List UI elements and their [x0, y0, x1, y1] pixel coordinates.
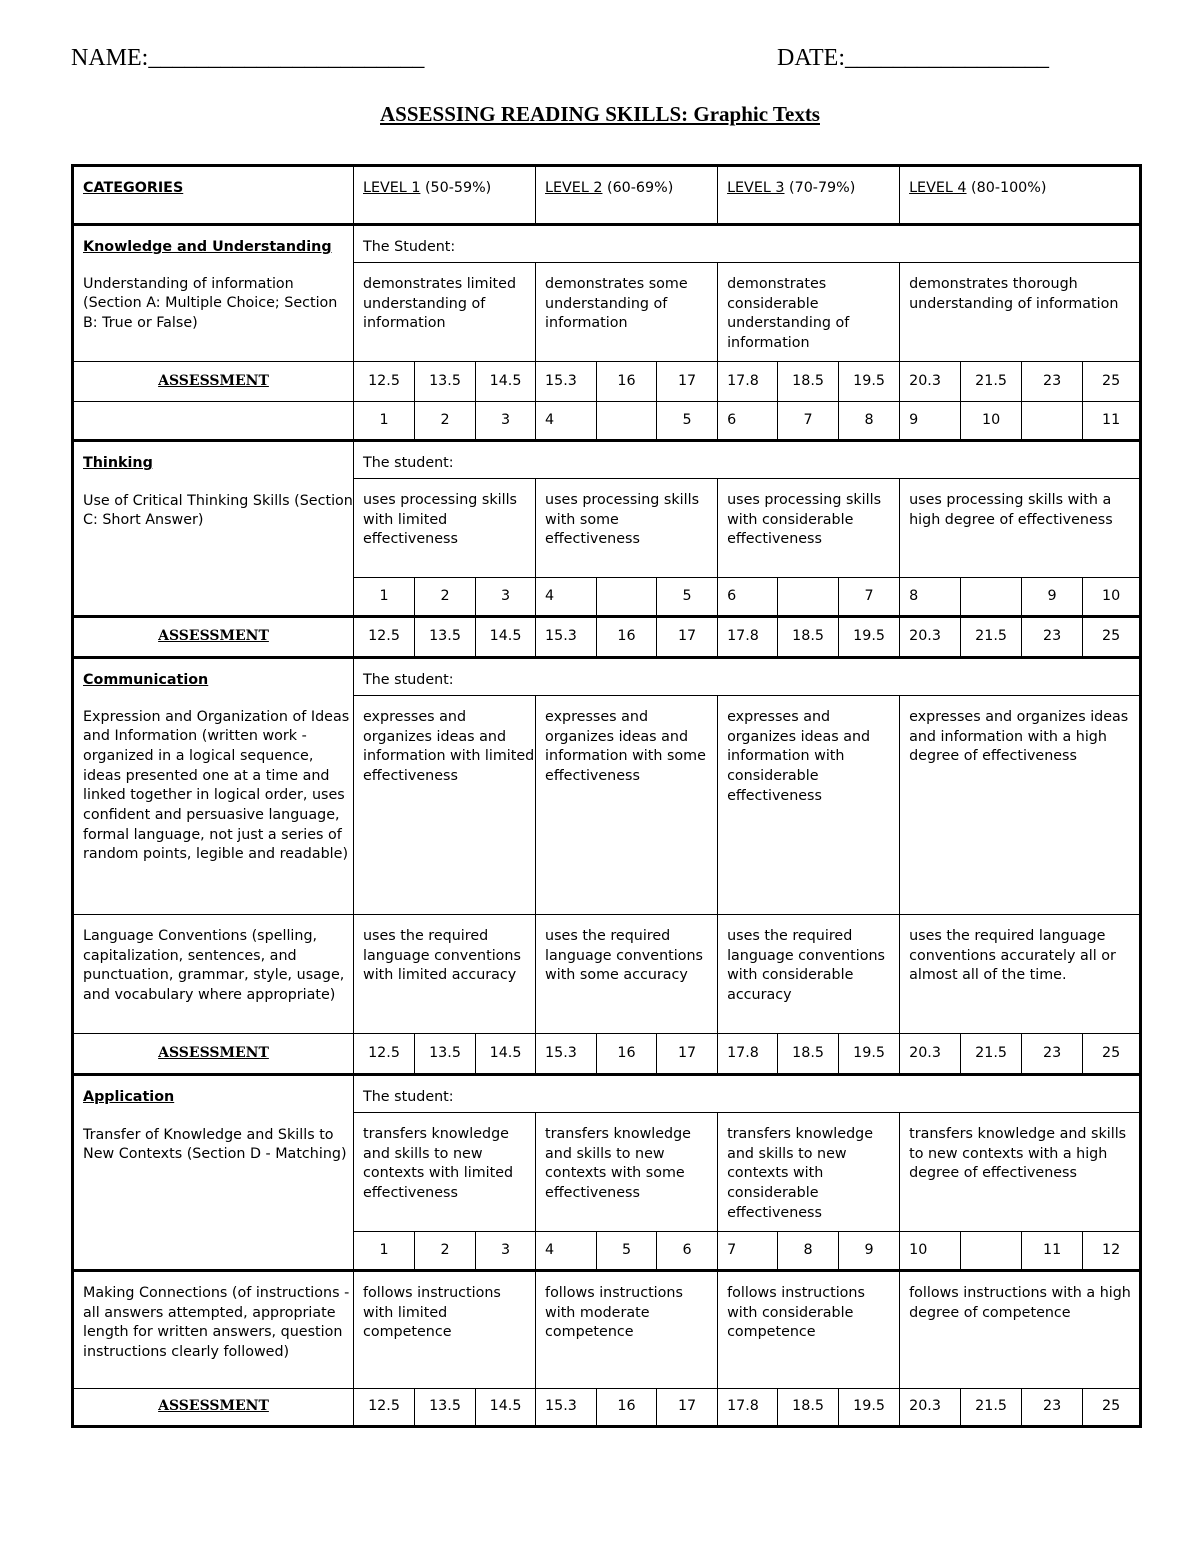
- assessment-score-cell: 12.5: [354, 1389, 415, 1427]
- communication-2-level-3-descriptor: uses the required language conventions with considerable accuracy: [718, 915, 900, 1034]
- assessment-score-cell: 13.5: [415, 1389, 476, 1427]
- mark-cell: 6: [718, 402, 778, 441]
- application-assessment-row: [73, 1389, 1141, 1427]
- mark-cell: 8: [900, 578, 961, 617]
- assessment-score-cell: 17: [657, 1034, 718, 1075]
- mark-cell: 4: [536, 1232, 597, 1271]
- assessment-score-cell: 15.3: [536, 1389, 597, 1427]
- level-4-header: LEVEL 4 (80-100%): [900, 166, 1141, 225]
- mark-cell: 10: [1083, 578, 1141, 617]
- mark-cell: 3: [476, 1232, 536, 1271]
- mark-cell: 8: [839, 402, 900, 441]
- assessment-score-cell: 23: [1022, 1389, 1083, 1427]
- knowledge-heading: Knowledge and Understanding: [73, 225, 354, 263]
- knowledge-assessment-row: [73, 362, 1141, 402]
- mark-cell: 2: [415, 578, 476, 617]
- mark-cell: 4: [536, 578, 597, 617]
- application-criterion-1: Transfer of Knowledge and Skills to New Contexts (Section D - Matching): [83, 1126, 347, 1163]
- communication-heading: Communication: [73, 658, 354, 696]
- assessment-score-cell: 19.5: [839, 617, 900, 658]
- application-assessment-label: ASSESSMENT: [73, 1389, 354, 1427]
- mark-cell: [597, 578, 657, 617]
- assessment-score-cell: 23: [1022, 617, 1083, 658]
- thinking-heading: Thinking: [83, 455, 153, 471]
- communication-1-level-3-descriptor: expresses and organizes ideas and information with considerable effectiveness: [718, 696, 900, 915]
- mark-cell: 2: [415, 402, 476, 441]
- mark-cell: [1022, 402, 1083, 441]
- application-2-level-2-descriptor: follows instructions with moderate competence: [536, 1271, 718, 1389]
- assessment-score-cell: 17.8: [718, 1389, 778, 1427]
- knowledge-assessment-label: ASSESSMENT: [73, 362, 354, 402]
- knowledge-student-row: [73, 225, 1141, 263]
- mark-cell: 2: [415, 1232, 476, 1271]
- communication-descriptor-row-2: [73, 915, 1141, 1034]
- mark-cell: 3: [476, 402, 536, 441]
- assessment-score-cell: 18.5: [778, 362, 839, 402]
- assessment-score-cell: 23: [1022, 1034, 1083, 1075]
- knowledge-level-4-descriptor: demonstrates thorough understanding of information: [900, 263, 1141, 362]
- mark-cell: 1: [354, 578, 415, 617]
- communication-2-level-1-descriptor: uses the required language conventions with limited accuracy: [354, 915, 536, 1034]
- thinking-criterion: Use of Critical Thinking Skills (Section C: Short Answer): [83, 492, 353, 529]
- assessment-score-cell: 14.5: [476, 1034, 536, 1075]
- assessment-score-cell: 13.5: [415, 362, 476, 402]
- application-heading: Application: [83, 1089, 175, 1105]
- mark-cell: 5: [597, 1232, 657, 1271]
- mark-cell: 6: [718, 578, 778, 617]
- assessment-score-cell: 17: [657, 1389, 718, 1427]
- thinking-the-student: The student:: [354, 441, 1141, 479]
- thinking-level-2-descriptor: uses processing skills with some effectiveness: [536, 479, 718, 578]
- assessment-score-cell: 19.5: [839, 362, 900, 402]
- assessment-score-cell: 21.5: [961, 617, 1022, 658]
- assessment-score-cell: 16: [597, 617, 657, 658]
- application-2-level-4-descriptor: follows instructions with a high degree of competence: [900, 1271, 1141, 1389]
- communication-descriptor-row-1: [73, 696, 1141, 915]
- assessment-score-cell: 14.5: [476, 1389, 536, 1427]
- mark-cell: 5: [657, 402, 718, 441]
- thinking-level-1-descriptor: uses processing skills with limited effectiveness: [354, 479, 536, 578]
- assessment-score-cell: 12.5: [354, 617, 415, 658]
- knowledge-level-2-descriptor: demonstrates some understanding of information: [536, 263, 718, 362]
- mark-cell: 9: [900, 402, 961, 441]
- assessment-score-cell: 20.3: [900, 1389, 961, 1427]
- name-field-label: NAME:_______________________: [71, 45, 425, 71]
- mark-cell: 8: [778, 1232, 839, 1271]
- communication-student-row: [73, 658, 1141, 696]
- thinking-category-cell: [73, 441, 354, 617]
- mark-cell: 10: [961, 402, 1022, 441]
- mark-cell: 7: [778, 402, 839, 441]
- assessment-score-cell: 21.5: [961, 1034, 1022, 1075]
- communication-1-level-1-descriptor: expresses and organizes ideas and information with limited effectiveness: [354, 696, 536, 915]
- knowledge-marks-row: [73, 402, 1141, 441]
- assessment-score-cell: 15.3: [536, 617, 597, 658]
- assessment-score-cell: 20.3: [900, 617, 961, 658]
- assessment-score-cell: 15.3: [536, 1034, 597, 1075]
- knowledge-level-1-descriptor: demonstrates limited understanding of information: [354, 263, 536, 362]
- mark-cell: 9: [839, 1232, 900, 1271]
- knowledge-marks-label: [73, 402, 354, 441]
- assessment-score-cell: 25: [1083, 617, 1141, 658]
- knowledge-the-student: The Student:: [354, 225, 1141, 263]
- application-student-row: [73, 1075, 1141, 1113]
- assessment-score-cell: 16: [597, 1389, 657, 1427]
- communication-assessment-row: [73, 1034, 1141, 1075]
- application-criterion-2: Making Connections (of instructions - all answers attempted, appropriate length for written answers, question instructions clearly followed): [73, 1271, 354, 1389]
- application-1-level-3-descriptor: transfers knowledge and skills to new contexts with considerable effectiveness: [718, 1113, 900, 1232]
- mark-cell: 12: [1083, 1232, 1141, 1271]
- knowledge-descriptor-row: [73, 263, 1141, 362]
- communication-2-level-2-descriptor: uses the required language conventions with some accuracy: [536, 915, 718, 1034]
- categories-header: CATEGORIES: [73, 166, 354, 225]
- mark-cell: 1: [354, 402, 415, 441]
- application-the-student: The student:: [354, 1075, 1141, 1113]
- knowledge-criterion: Understanding of information (Section A: Multiple Choice; Section B: True or False): [73, 263, 354, 362]
- assessment-score-cell: 16: [597, 1034, 657, 1075]
- communication-2-level-4-descriptor: uses the required language conventions accurately all or almost all of the time.: [900, 915, 1141, 1034]
- application-2-level-1-descriptor: follows instructions with limited competence: [354, 1271, 536, 1389]
- assessment-score-cell: 14.5: [476, 617, 536, 658]
- assessment-score-cell: 21.5: [961, 362, 1022, 402]
- mark-cell: 4: [536, 402, 597, 441]
- communication-the-student: The student:: [354, 658, 1141, 696]
- assessment-score-cell: 25: [1083, 1389, 1141, 1427]
- mark-cell: [961, 1232, 1022, 1271]
- application-1-level-2-descriptor: transfers knowledge and skills to new contexts with some effectiveness: [536, 1113, 718, 1232]
- header-row: [73, 166, 1141, 225]
- assessment-score-cell: 17: [657, 617, 718, 658]
- assessment-score-cell: 17: [657, 362, 718, 402]
- assessment-score-cell: 19.5: [839, 1034, 900, 1075]
- thinking-level-4-descriptor: uses processing skills with a high degree of effectiveness: [900, 479, 1141, 578]
- mark-cell: [597, 402, 657, 441]
- mark-cell: [961, 578, 1022, 617]
- rubric-table: [71, 164, 1142, 1428]
- mark-cell: 7: [718, 1232, 778, 1271]
- communication-criterion-2: Language Conventions (spelling, capitalization, sentences, and punctuation, grammar, style, usage, and vocabulary where appropriate): [73, 915, 354, 1034]
- level-3-header: LEVEL 3 (70-79%): [718, 166, 900, 225]
- assessment-score-cell: 12.5: [354, 362, 415, 402]
- mark-cell: [778, 578, 839, 617]
- mark-cell: 7: [839, 578, 900, 617]
- mark-cell: 3: [476, 578, 536, 617]
- assessment-score-cell: 19.5: [839, 1389, 900, 1427]
- level-2-header: LEVEL 2 (60-69%): [536, 166, 718, 225]
- page-title: ASSESSING READING SKILLS: Graphic Texts: [380, 102, 820, 126]
- application-1-level-1-descriptor: transfers knowledge and skills to new contexts with limited effectiveness: [354, 1113, 536, 1232]
- assessment-score-cell: 18.5: [778, 617, 839, 658]
- assessment-score-cell: 17.8: [718, 617, 778, 658]
- communication-criterion-1: Expression and Organization of Ideas and Information (written work - organized in a logical sequence, ideas presented one at a time and linked together in logical order, uses confident and persuasive language, formal language, not just a series of random points, legible and readable): [73, 696, 354, 915]
- application-descriptor-row-2: [73, 1271, 1141, 1389]
- thinking-level-3-descriptor: uses processing skills with considerable effectiveness: [718, 479, 900, 578]
- level-1-header: LEVEL 1 (50-59%): [354, 166, 536, 225]
- application-1-level-4-descriptor: transfers knowledge and skills to new contexts with a high degree of effectiveness: [900, 1113, 1141, 1232]
- thinking-student-row: [73, 441, 1141, 479]
- assessment-score-cell: 20.3: [900, 362, 961, 402]
- communication-1-level-4-descriptor: expresses and organizes ideas and information with a high degree of effectiveness: [900, 696, 1141, 915]
- assessment-score-cell: 17.8: [718, 1034, 778, 1075]
- knowledge-level-3-descriptor: demonstrates considerable understanding of information: [718, 263, 900, 362]
- mark-cell: 1: [354, 1232, 415, 1271]
- assessment-score-cell: 12.5: [354, 1034, 415, 1075]
- mark-cell: 6: [657, 1232, 718, 1271]
- mark-cell: 5: [657, 578, 718, 617]
- application-2-level-3-descriptor: follows instructions with considerable competence: [718, 1271, 900, 1389]
- assessment-score-cell: 17.8: [718, 362, 778, 402]
- assessment-score-cell: 25: [1083, 1034, 1141, 1075]
- assessment-score-cell: 23: [1022, 362, 1083, 402]
- assessment-score-cell: 20.3: [900, 1034, 961, 1075]
- communication-assessment-label: ASSESSMENT: [73, 1034, 354, 1075]
- assessment-score-cell: 21.5: [961, 1389, 1022, 1427]
- mark-cell: 9: [1022, 578, 1083, 617]
- thinking-assessment-row: [73, 617, 1141, 658]
- assessment-score-cell: 14.5: [476, 362, 536, 402]
- assessment-score-cell: 13.5: [415, 1034, 476, 1075]
- thinking-assessment-label: ASSESSMENT: [73, 617, 354, 658]
- mark-cell: 11: [1022, 1232, 1083, 1271]
- mark-cell: 11: [1083, 402, 1141, 441]
- communication-1-level-2-descriptor: expresses and organizes ideas and information with some effectiveness: [536, 696, 718, 915]
- assessment-score-cell: 25: [1083, 362, 1141, 402]
- application-category-cell: [73, 1075, 354, 1271]
- assessment-score-cell: 13.5: [415, 617, 476, 658]
- assessment-score-cell: 16: [597, 362, 657, 402]
- assessment-score-cell: 15.3: [536, 362, 597, 402]
- assessment-score-cell: 18.5: [778, 1034, 839, 1075]
- mark-cell: 10: [900, 1232, 961, 1271]
- assessment-score-cell: 18.5: [778, 1389, 839, 1427]
- date-field-label: DATE:_________________: [777, 45, 1049, 71]
